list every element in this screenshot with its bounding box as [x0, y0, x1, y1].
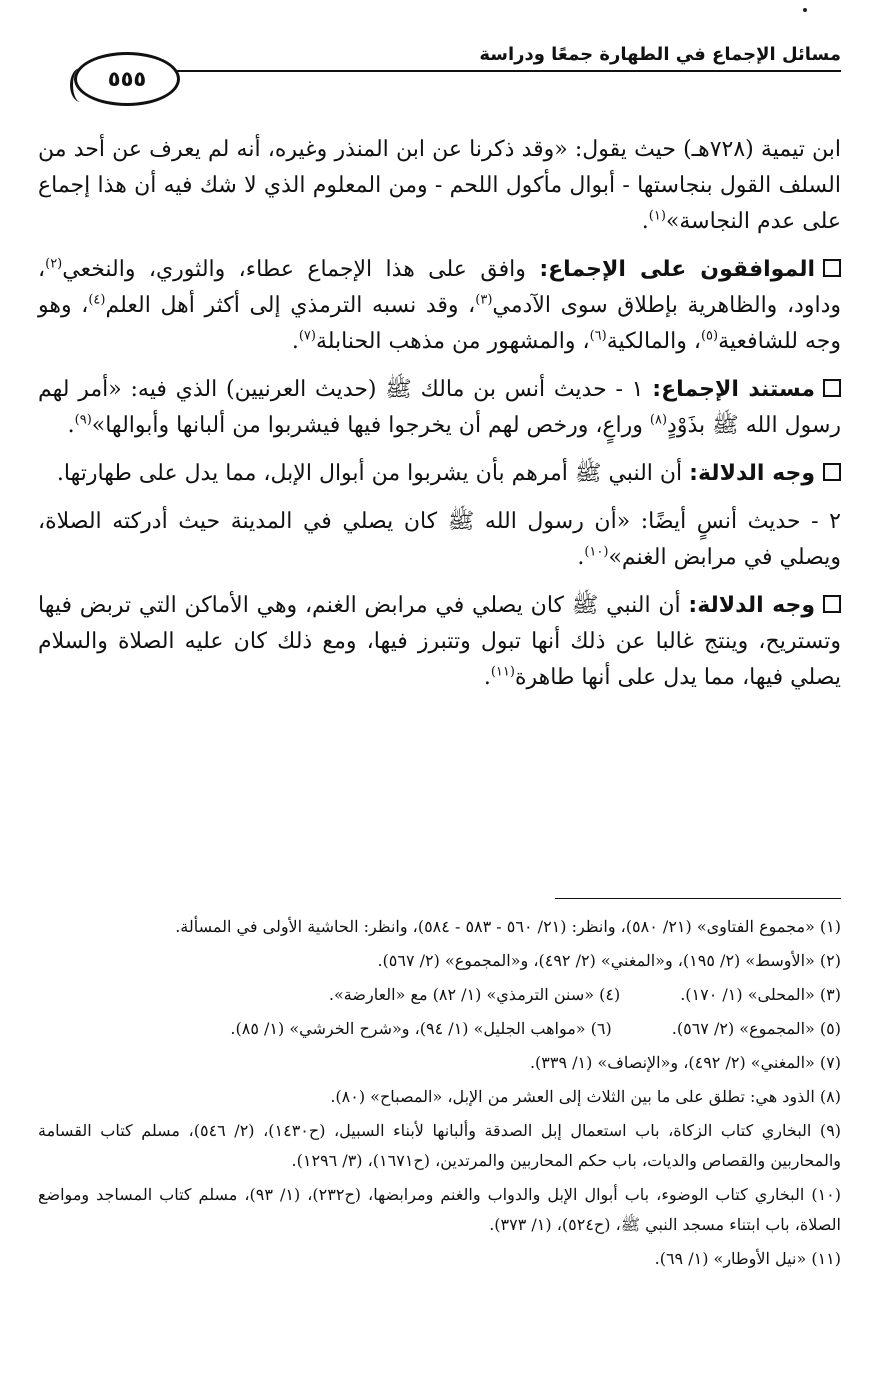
paragraph-hadith-2: ٢ - حديث أنسٍ أيضًا: «أن رسول الله ﷺ كان يصلي في المدينة حيث أدركته الصلاة، ويصلي في مرابض الغنم»$^{(١٠)}$. [38, 509, 841, 570]
footnote-ref-6[interactable]: (٦) [589, 328, 607, 344]
footnote-ref-5[interactable]: (٥) [700, 328, 719, 344]
paragraph-1: ابن تيمية (٧٢٨هـ) حيث يقول: «وقد ذكرنا عن ابن المنذر وغيره، أنه لم يعرف عن أحد من السلف القول بنجاستها - أبوال مأكول اللحم - ومن المعلوم الذي لا شك فيه أن هذا إجماع على عدم النجاسة»$^{(١)}$. [38, 137, 841, 234]
footnote-6: (٦) «مواهب الجليل» (١/ ٩٤)، و«شرح الخرشي» (١/ ٨٥). [230, 1019, 612, 1038]
footnote-5: (٥) «المجموع» (٢/ ٥٦٧). [671, 1019, 841, 1038]
square-bullet-icon [823, 379, 841, 397]
footnotes [38, 912, 841, 1278]
square-bullet-icon [823, 595, 841, 613]
footnote-separator [555, 898, 841, 899]
footnote-ref-2[interactable]: (٢) [45, 256, 63, 272]
section-lead: مستند الإجماع: [652, 377, 816, 402]
square-bullet-icon [823, 463, 841, 481]
footnote-8: (٨) الذود هي: تطلق على ما بين الثلاث إلى العشر من الإبل، «المصباح» (٨٠). [330, 1087, 841, 1106]
footnote-row-3-4 [38, 980, 841, 1010]
header-rule [155, 70, 841, 72]
footnote-row-5-6 [38, 1014, 841, 1044]
footnote-3: (٣) «المحلى» (١/ ١٧٠). [680, 985, 841, 1004]
footnote-10: (١٠) البخاري كتاب الوضوء، باب أبوال الإبل والدواب والغنم ومرابضها، (ح٢٣٢)، (١/ ٩٣)، مسلم كتاب المساجد ومواضع الصلاة، باب ابتناء مسجد النبي ﷺ، (ح٥٢٤)، (١/ ٣٧٣). [38, 1185, 842, 1234]
square-bullet-icon [823, 259, 841, 277]
footnote-ref-10[interactable]: (١٠) [584, 544, 609, 560]
paragraph-evidence-1: وجه الدلالة: أن النبي ﷺ أمرهم بأن يشربوا من أبوال الإبل، مما يدل على طهارتها. [38, 456, 841, 492]
footnote-11: (١١) «نيل الأوطار» (١/ ٦٩). [654, 1249, 841, 1268]
page-number: ٥٥٥ [107, 67, 147, 91]
footnote-7: (٧) «المغني» (٢/ ٤٩٢)، و«الإنصاف» (١/ ٣٣٩). [529, 1053, 841, 1072]
footnote-ref-4[interactable]: (٤) [88, 292, 106, 308]
running-header-title: مسائل الإجماع في الطهارة جمعًا ودراسة [479, 44, 841, 65]
page-number-badge [74, 52, 180, 106]
section-lead: الموافقون على الإجماع: [539, 257, 815, 282]
footnote-1: (١) «مجموع الفتاوى» (٢١/ ٥٨٠)، وانظر: (٢١/ ٥٦٠ - ٥٨٣ - ٥٨٤)، وانظر: الحاشية الأولى في المسألة. [175, 917, 841, 936]
footnote-4: (٤) «سنن الترمذي» (١/ ٨٢) مع «العارضة». [328, 985, 621, 1004]
paragraph-consensus-basis: مستند الإجماع: ١ - حديث أنس بن مالك ﷺ (حديث العرنيين) الذي فيه: «أمر لهم رسول الله ﷺ بذَوْدٍ$^{(٨)}$ وراعٍ، ورخص لهم أن يخرجوا فيها فيشربوا من ألبانها وأبوالها»$^{(٩)}$. [38, 377, 841, 438]
footnote-ref-3[interactable]: (٣) [475, 292, 493, 308]
footnote-ref-9[interactable]: (٩) [74, 412, 92, 428]
footnote-ref-1[interactable]: (١) [648, 208, 666, 224]
section-lead: وجه الدلالة: [689, 461, 815, 486]
footnote-9: (٩) البخاري كتاب الزكاة، باب استعمال إبل الصدقة وألبانها لأبناء السبيل، (ح١٤٣٠)، (٢/ ٥٤٦)، مسلم كتاب القسامة والمحاربين والقصاص والديات، باب حكم المحاربين والمرتدين، (ح١٦٧١)، (٣/ ١٢٩٦). [38, 1121, 842, 1170]
paragraph-consensus-agreers: الموافقون على الإجماع: وافق على هذا الإجماع عطاء، والثوري، والنخعي$^{(٢)}$، وداود، والظاهرية بإطلاق سوى الآدمي$^{(٣)}$، وقد نسبه الترمذي إلى أكثر أهل العلم$^{(٤)}$، وهو وجه للشافعية$^{(٥)}$، والمالكية$^{(٦)}$، والمشهور من مذهب الحنابلة$^{(٧)}$. [38, 256, 841, 354]
ink-dot [803, 8, 807, 12]
footnote-ref-11[interactable]: (١١) [490, 664, 515, 680]
footnote-ref-7[interactable]: (٧) [298, 328, 316, 344]
main-text [38, 132, 841, 708]
footnote-ref-8[interactable]: (٨) [649, 412, 668, 428]
footnote-2: (٢) «الأوسط» (٢/ ١٩٥)، و«المغني» (٢/ ٤٩٢)، و«المجموع» (٢/ ٥٦٧). [377, 951, 841, 970]
section-lead: وجه الدلالة: [688, 593, 815, 618]
paragraph-evidence-2: وجه الدلالة: أن النبي ﷺ كان يصلي في مرابض الغنم، وهي الأماكن التي تربض فيها وتستريح، وينتج غالبا عن ذلك أنها تبول وتتبرز فيها، ومع ذلك كان عليه الصلاة والسلام يصلي فيها، مما يدل على أنها طاهرة$^{(١١)}$. [38, 593, 841, 690]
